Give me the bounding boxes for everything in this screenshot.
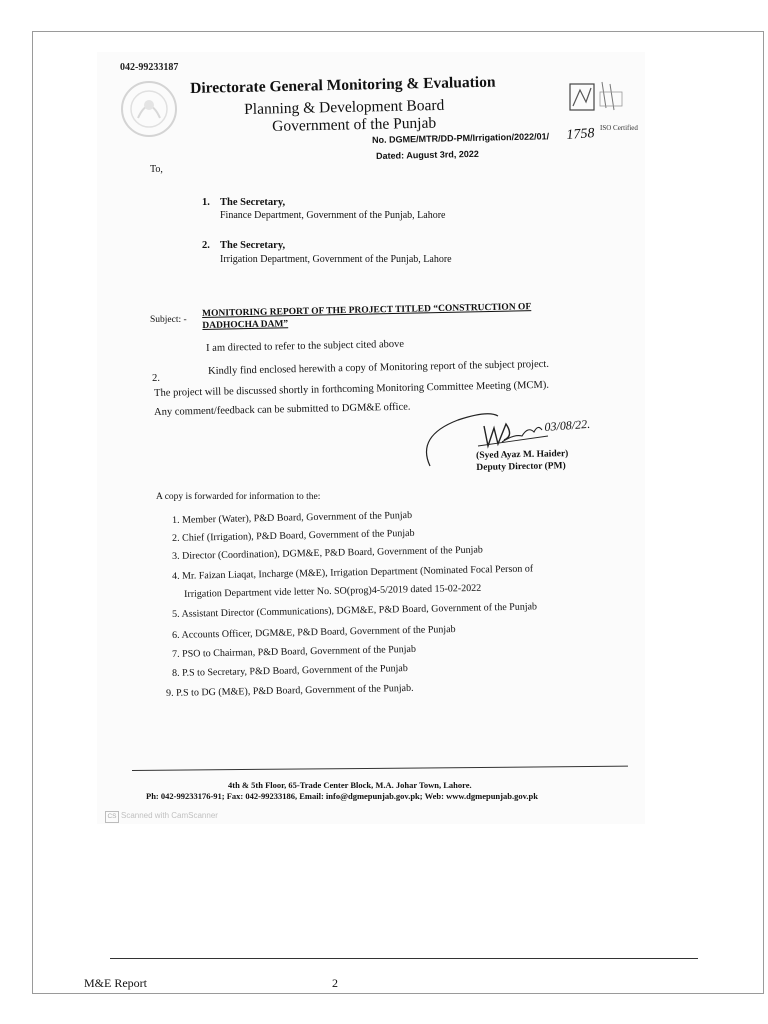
subject-line: MONITORING REPORT OF THE PROJECT TITLED “CONSTRUCTION OF <box>202 302 532 319</box>
page-footer-rule <box>110 958 698 959</box>
camscanner-icon: CS <box>105 811 119 823</box>
iso-certified-label: ISO Certified <box>600 124 638 132</box>
signatory-designation: Deputy Director (PM) <box>476 461 566 473</box>
signature-date: 03/08/22. <box>544 416 591 434</box>
letterhead-board: Planning & Development Board <box>244 96 445 118</box>
subject-label: Subject: - <box>150 315 187 325</box>
subject-line: DADHOCHA DAM” <box>202 319 289 331</box>
reference-number: No. DGME/MTR/DD-PM/Irrigation/2022/01/ <box>372 131 550 145</box>
letter-date: Dated: August 3rd, 2022 <box>376 148 479 161</box>
paragraph-2-line: The project will be discussed shortly in forthcoming Monitoring Committee Meeting (MCM). <box>154 379 550 399</box>
punjab-emblem-icon <box>118 78 180 140</box>
addressee-number: 1. <box>202 197 210 208</box>
handwritten-reference-number: 1758 <box>566 126 595 143</box>
addressee-department: Finance Department, Government of the Punjab, Lahore <box>220 210 446 221</box>
copy-list-item: 1. Member (Water), P&D Board, Government of the Punjab <box>172 509 413 526</box>
copy-list-item: 5. Assistant Director (Communications), DGM&E, P&D Board, Government of the Punjab <box>172 601 538 620</box>
addressee-title: The Secretary, <box>220 240 286 251</box>
camscanner-watermark: Scanned with CamScanner <box>121 811 218 820</box>
copy-forward-intro: A copy is forwarded for information to the: <box>156 492 321 502</box>
copy-list-item: 8. P.S to Secretary, P&D Board, Government of the Punjab <box>172 663 408 679</box>
copy-list-item: 4. Mr. Faizan Liaqat, Incharge (M&E), Irrigation Department (Nominated Focal Person of <box>172 563 534 582</box>
addressee-title: The Secretary, <box>220 197 286 208</box>
report-title: M&E Report <box>84 976 147 990</box>
addressee-department: Irrigation Department, Government of the Punjab, Lahore <box>220 254 452 265</box>
paragraph-2-line: Kindly find enclosed herewith a copy of Monitoring report of the subject project. <box>208 358 550 377</box>
letterhead-government: Government of the Punjab <box>272 114 437 135</box>
copy-list-item: 2. Chief (Irrigation), P&D Board, Government of the Punjab <box>172 527 415 544</box>
iso-certification-icon <box>568 78 628 124</box>
signatory <box>476 448 569 474</box>
paragraph-2-number: 2. <box>152 372 161 384</box>
copy-list-item: Irrigation Department vide letter No. SO(prog)4-5/2019 dated 15-02-2022 <box>184 582 482 600</box>
copy-list-item: 7. PSO to Chairman, P&D Board, Government of the Punjab <box>172 643 417 660</box>
copy-list-item: 3. Director (Coordination), DGM&E, P&D Board, Government of the Punjab <box>172 544 483 562</box>
addressee-number: 2. <box>202 240 210 251</box>
office-contact: Ph: 042-99233176-91; Fax: 042-99233186, Email: info@dgmepunjab.gov.pk; Web: www.dgmepunjab.gov.pk <box>146 791 538 801</box>
copy-list-item: 9. P.S to DG (M&E), P&D Board, Government of the Punjab. <box>166 682 414 699</box>
paragraph-1: I am directed to refer to the subject cited above <box>206 338 405 354</box>
paragraph-2-line: Any comment/feedback can be submitted to DGM&E office. <box>154 401 411 418</box>
letterhead-phone: 042-99233187 <box>120 62 179 73</box>
page-number: 2 <box>332 976 338 990</box>
signatory-name: (Syed Ayaz M. Haider) <box>476 449 569 461</box>
copy-list-item: 6. Accounts Officer, DGM&E, P&D Board, Government of the Punjab <box>172 624 456 641</box>
letterhead-title: Directorate General Monitoring & Evaluation <box>190 73 496 97</box>
to-label: To, <box>150 164 163 175</box>
office-address: 4th & 5th Floor, 65-Trade Center Block, M.A. Johar Town, Lahore. <box>228 780 472 790</box>
